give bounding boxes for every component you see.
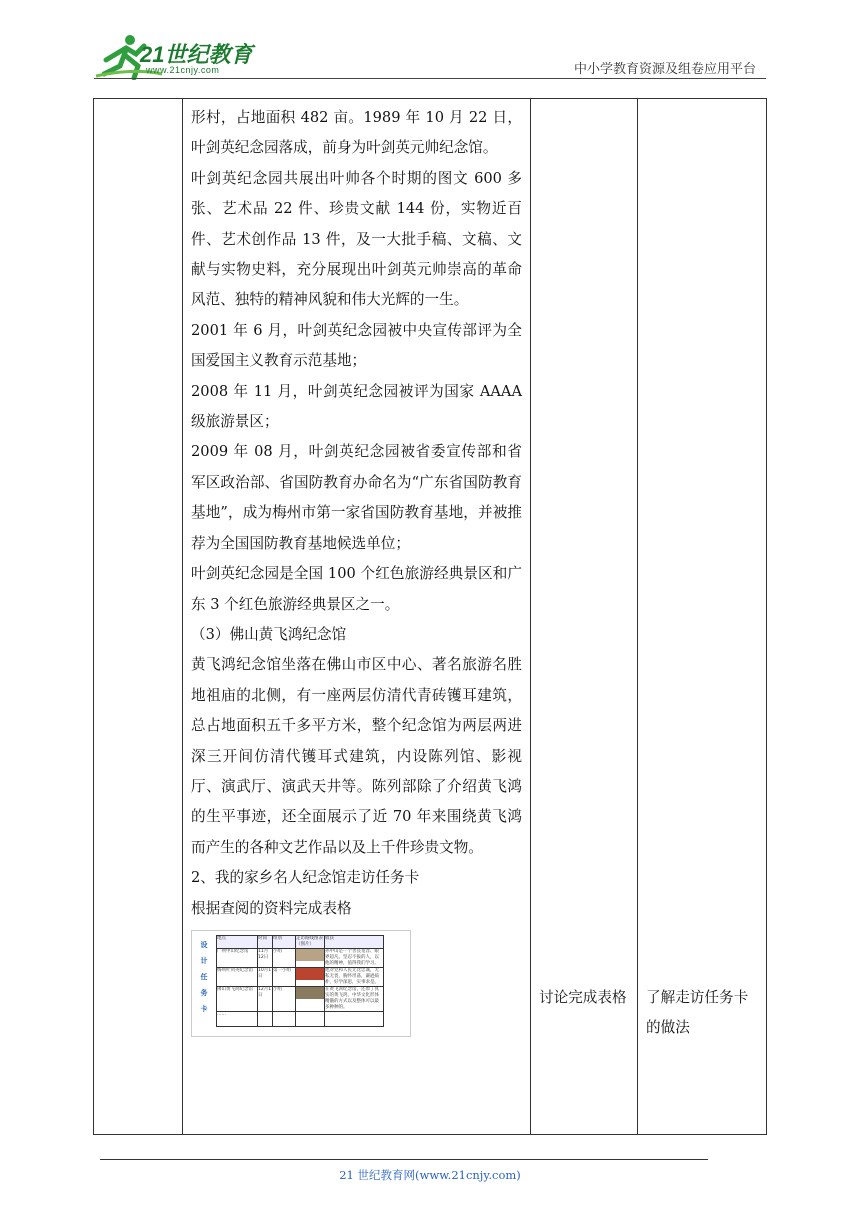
paragraph: 根据查阅的资料完成表格: [191, 899, 352, 917]
section-heading: 2、我的家乡名人纪念馆走访任务卡: [191, 869, 420, 887]
section-heading: （3）佛山黄飞鸿纪念馆: [191, 625, 347, 643]
table-row: 广州中山纪念馆 11月12日 小组 孙中山是一个善良宽容、眼界超凡、坚忍不拔的人，以他的精神，值得我们学习。: [217, 948, 384, 967]
table-cell-activity: [531, 99, 638, 1135]
content-body: [183, 99, 530, 924]
table-cell-col1: [94, 99, 183, 1135]
paragraph: 叶剑英纪念园共展出叶帅各个时期的图文 600 多张、艺术品 22 件、珍贵文献 144 份，实物近百件、艺术创作品 13 件，及一大批手稿、文稿、文献与实物史料，充分展现出叶剑英元帅崇高的革命风范、独特的精神风貌和伟大光辉的一生。: [191, 169, 522, 309]
footer-divider: [100, 1159, 708, 1160]
table-row: ……: [217, 1011, 384, 1026]
photo: [296, 967, 325, 986]
platform-name: 中小学教育资源及组卷应用平台: [573, 62, 756, 77]
logo-url: www.21cnjy.com: [146, 65, 220, 75]
paragraph: 2008 年 11 月，叶剑英纪念园被评为国家 AAAA 级旅游景区；: [191, 382, 522, 431]
header-divider: [94, 78, 766, 79]
purpose-text: 了解走访任务卡的做法: [646, 989, 749, 1036]
task-card-side-label: 设 计 任 务 卡: [200, 940, 208, 1013]
paragraph: 形村，占地面积 482 亩。1989 年 10 月 22 日，叶剑英纪念园落成，前身为叶剑英元帅纪念馆。: [191, 109, 522, 157]
photo: [296, 986, 325, 1011]
lesson-table: [93, 98, 767, 1135]
table-row: 地点 时间 组别 走访路线图表（图片） 收获: [217, 935, 384, 948]
paragraph: 叶剑英纪念园是全国 100 个红色旅游经典景区和广东 3 个红色旅游经典景区之一。: [191, 565, 522, 613]
table-cell-purpose: [638, 99, 767, 1135]
page-header: [0, 0, 860, 90]
logo-title: 21世纪教育: [140, 42, 253, 67]
photo: [296, 948, 325, 967]
task-card-thumbnail: [191, 930, 411, 1037]
table-cell-content: [183, 99, 531, 1135]
paragraph: 2009 年 08 月，叶剑英纪念园被省委宣传部和省军区政治部、省国防教育办命名为“广东省国防教育基地”，成为梅州市第一家省国防教育基地，并被推荐为全国国防教育基地候选单位；: [191, 443, 522, 552]
task-card-table: [216, 935, 384, 1027]
paragraph: 黄飞鸿纪念馆坐落在佛山市区中心、著名旅游名胜地祖庙的北侧，有一座两层仿清代青砖镬耳建筑，总占地面积五千多平方米，整个纪念馆为两层两进深三开间仿清代镬耳式建筑，内设陈列馆、影视厅、演武厅、演武天井等。陈列部除了介绍黄飞鸿的生平事迹，还全面展示了近 70 年来围绕黄飞鸿而产生的各种文艺作品以及上千件珍贵文物。: [191, 656, 522, 856]
table-row: 梅州叶剑英纪念馆 10月1日 第一小组 他对党和人民无比忠诚，无私无畏，胸怀坦荡，谦逊质朴，好学深思，实事求是。: [217, 967, 384, 986]
footer-link[interactable]: 21 世纪教育网(www.21cnjy.com): [339, 1168, 521, 1182]
table-row: 佛山黄飞鸿纪念馆 12月1日 小组 在黄飞鸿纪念馆，还原了真实的黄飞鸿，中华文化形体精髓的方式以及整体可以最多种种的。: [217, 986, 384, 1011]
paragraph: 2001 年 6 月，叶剑英纪念园被中央宣传部评为全国爱国主义教育示范基地；: [191, 321, 522, 370]
activity-text: 讨论完成表格: [539, 989, 627, 1006]
